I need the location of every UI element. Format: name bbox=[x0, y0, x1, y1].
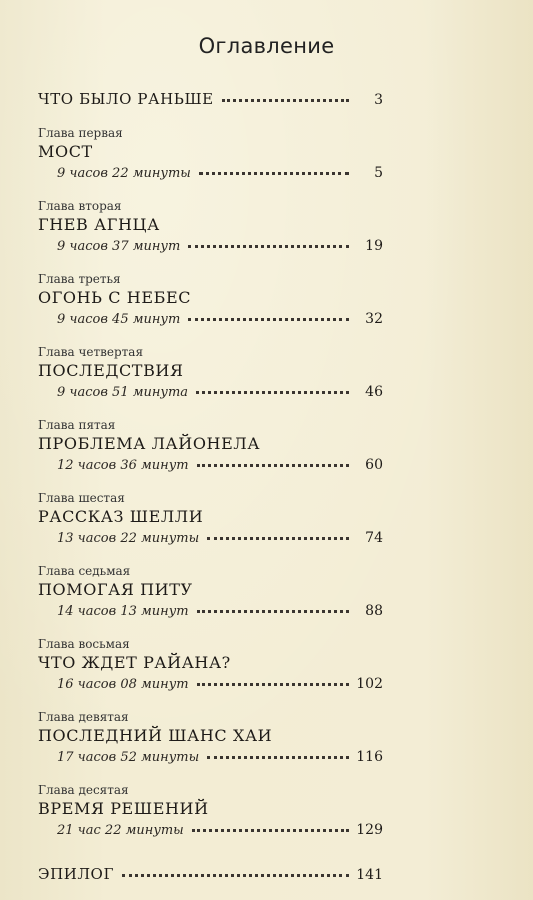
dot-leader bbox=[122, 873, 349, 877]
dot-leader bbox=[207, 536, 349, 540]
chapter-page-number: 129 bbox=[356, 822, 383, 838]
dot-leader bbox=[188, 244, 349, 248]
chapter-label: Глава девятая bbox=[38, 710, 129, 724]
chapter-time-row bbox=[38, 309, 383, 330]
page-title: Оглавление bbox=[198, 34, 335, 58]
chapter-label: Глава десятая bbox=[38, 783, 129, 797]
chapter-title: МОСТ bbox=[38, 142, 93, 161]
chapter-label: Глава седьмая bbox=[38, 564, 131, 578]
toc-entry-prologue bbox=[38, 88, 383, 111]
chapter-time: 9 часов 51 минута bbox=[57, 385, 189, 400]
chapter-label: Глава четвертая bbox=[38, 345, 144, 359]
chapter-time-row bbox=[38, 236, 383, 257]
chapter-time: 12 часов 36 минут bbox=[57, 458, 189, 473]
chapter-title: ГНЕВ АГНЦА bbox=[38, 215, 160, 234]
dot-leader bbox=[197, 463, 349, 467]
chapter-time-row bbox=[38, 382, 383, 403]
chapter-label: Глава восьмая bbox=[38, 637, 130, 651]
chapter-time-row bbox=[38, 674, 383, 695]
chapter-title: ЧТО ЖДЕТ РАЙАНА? bbox=[38, 653, 231, 672]
dot-leader bbox=[199, 171, 349, 175]
chapter-label: Глава шестая bbox=[38, 491, 125, 505]
prologue-title: ЧТО БЫЛО РАНЬШЕ bbox=[38, 90, 214, 108]
dot-leader bbox=[222, 98, 349, 102]
toc-entry-chapter bbox=[38, 564, 383, 622]
chapter-page-number: 116 bbox=[356, 749, 383, 765]
epilogue-page-number: 141 bbox=[356, 867, 383, 883]
chapter-time-row bbox=[38, 455, 383, 476]
chapter-time: 9 часов 22 минуты bbox=[57, 166, 191, 181]
chapter-title: ПОСЛЕДНИЙ ШАНС ХАИ bbox=[38, 726, 273, 745]
chapter-time-row bbox=[38, 163, 383, 184]
chapter-time: 13 часов 22 минуты bbox=[57, 531, 200, 546]
dot-leader bbox=[192, 828, 349, 832]
toc-entry-chapter bbox=[38, 272, 383, 330]
chapter-page-number: 60 bbox=[365, 457, 383, 473]
toc-entry-chapter bbox=[38, 126, 383, 184]
chapter-time: 14 часов 13 минут bbox=[57, 604, 189, 619]
chapter-title: ПРОБЛЕМА ЛАЙОНЕЛА bbox=[38, 434, 261, 453]
chapter-title: ВРЕМЯ РЕШЕНИЙ bbox=[38, 799, 209, 818]
chapter-label: Глава третья bbox=[38, 272, 121, 286]
chapter-page-number: 88 bbox=[365, 603, 383, 619]
toc-entry-chapter bbox=[38, 710, 383, 768]
chapter-time: 16 часов 08 минут bbox=[57, 677, 189, 692]
chapter-time-row bbox=[38, 820, 383, 841]
toc-entry-chapter bbox=[38, 783, 383, 841]
chapter-time-row bbox=[38, 601, 383, 622]
chapter-label: Глава пятая bbox=[38, 418, 116, 432]
dot-leader bbox=[197, 609, 349, 613]
chapter-time: 17 часов 52 минуты bbox=[57, 750, 200, 765]
dot-leader bbox=[196, 390, 349, 394]
chapter-time-row bbox=[38, 528, 383, 549]
dot-leader bbox=[197, 682, 349, 686]
chapter-time: 9 часов 45 минут bbox=[57, 312, 181, 327]
chapter-title: РАССКАЗ ШЕЛЛИ bbox=[38, 507, 204, 526]
chapter-list bbox=[38, 126, 383, 841]
toc-entry-chapter bbox=[38, 418, 383, 476]
chapter-title: ОГОНЬ С НЕБЕС bbox=[38, 288, 192, 307]
chapter-page-number: 19 bbox=[365, 238, 383, 254]
chapter-page-number: 102 bbox=[356, 676, 383, 692]
chapter-page-number: 46 bbox=[365, 384, 383, 400]
table-of-contents bbox=[38, 88, 383, 886]
prologue-page-number: 3 bbox=[374, 92, 383, 108]
epilogue-title: ЭПИЛОГ bbox=[38, 865, 114, 883]
toc-entry-chapter bbox=[38, 199, 383, 257]
dot-leader bbox=[188, 317, 349, 321]
toc-entry-chapter bbox=[38, 637, 383, 695]
chapter-page-number: 5 bbox=[374, 165, 383, 181]
chapter-page-number: 32 bbox=[365, 311, 383, 327]
toc-entry-chapter bbox=[38, 345, 383, 403]
dot-leader bbox=[207, 755, 349, 759]
chapter-label: Глава первая bbox=[38, 126, 123, 140]
chapter-time: 21 час 22 минуты bbox=[57, 823, 184, 838]
chapter-title: ПОСЛЕДСТВИЯ bbox=[38, 361, 184, 380]
chapter-time-row bbox=[38, 747, 383, 768]
toc-entry-chapter bbox=[38, 491, 383, 549]
chapter-label: Глава вторая bbox=[38, 199, 122, 213]
chapter-time: 9 часов 37 минут bbox=[57, 239, 181, 254]
chapter-page-number: 74 bbox=[365, 530, 383, 546]
toc-entry-epilogue bbox=[38, 863, 383, 886]
chapter-title: ПОМОГАЯ ПИТУ bbox=[38, 580, 193, 599]
